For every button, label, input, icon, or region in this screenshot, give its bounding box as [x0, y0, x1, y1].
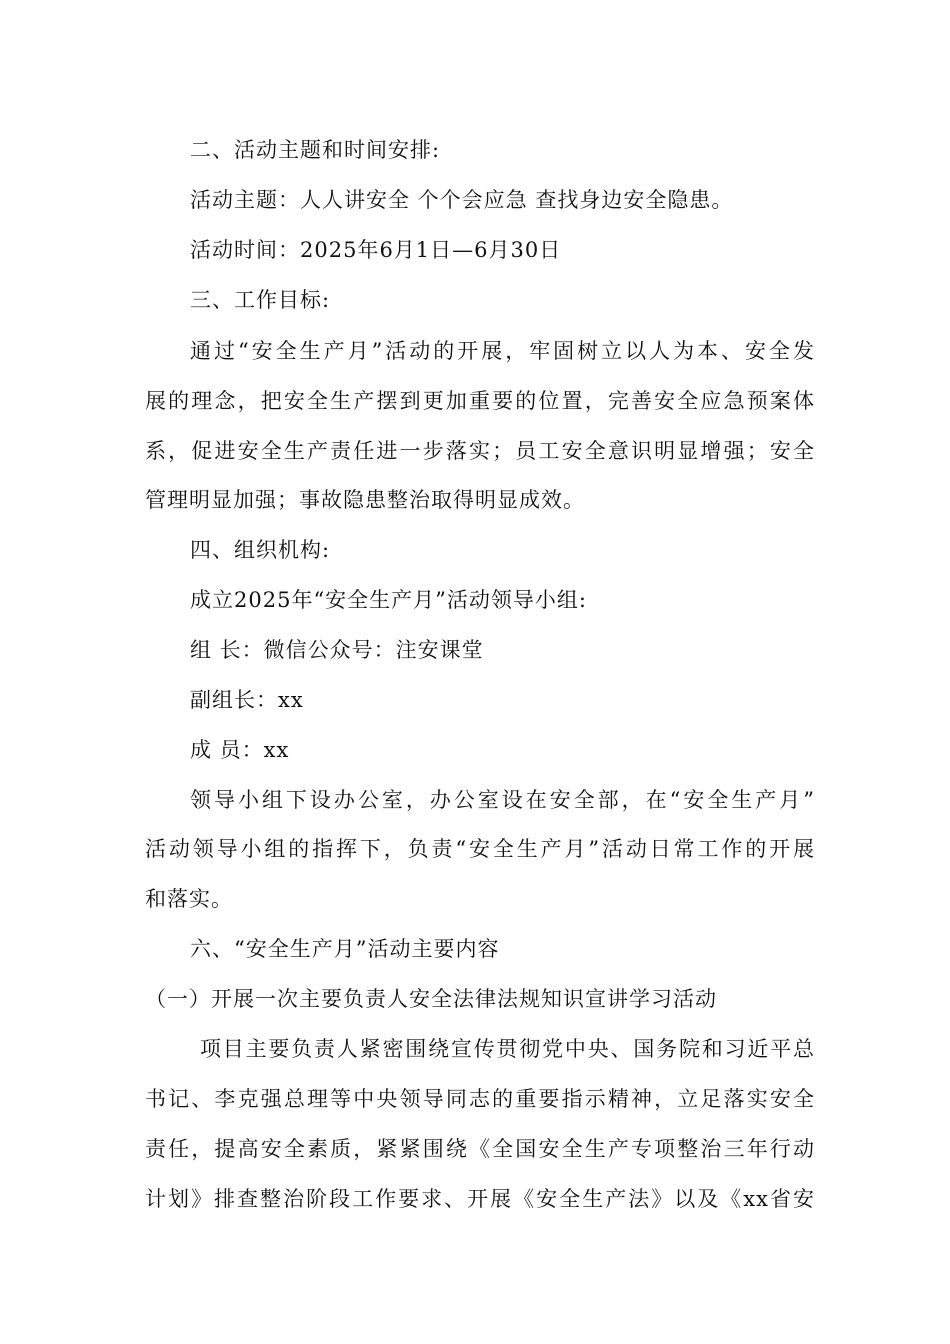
office-paragraph-line-1: 领导小组下设办公室，办公室设在安全部，在“安全生产月”	[190, 788, 815, 812]
goals-paragraph-line-2: 展的理念，把安全生产摆到更加重要的位置，完善安全应急预案体	[145, 389, 815, 413]
activity-theme: 活动主题：人人讲安全 个个会应急 查找身边安全隐患。	[190, 188, 734, 212]
activity-time: 活动时间：2025年6月1日—6月30日	[190, 238, 562, 262]
heading-work-goals: 三、工作目标:	[190, 288, 331, 312]
office-paragraph-line-3: 和落实。	[145, 887, 233, 911]
leading-group-intro: 成立2025年“安全生产月”活动领导小组:	[190, 588, 587, 612]
deputy-leader: 副组长：xx	[190, 688, 304, 712]
heading-organization: 四、组织机构:	[190, 538, 331, 562]
heading-activity-theme-schedule: 二、活动主题和时间安排:	[190, 138, 441, 162]
lecture-paragraph-line-1: 项目主要负责人紧密围绕宣传贯彻党中央、国务院和习近平总	[200, 1037, 815, 1061]
lecture-paragraph-line-4: 计划》排查整治阶段工作要求、开展《安全生产法》以及《xx省安	[145, 1187, 815, 1211]
lecture-paragraph-line-3: 责任，提高安全素质，紧紧围绕《全国安全生产专项整治三年行动	[145, 1137, 815, 1161]
office-paragraph-line-2: 活动领导小组的指挥下，负责“安全生产月”活动日常工作的开展	[145, 837, 815, 861]
goals-paragraph-line-4: 管理明显加强；事故隐患整治取得明显成效。	[145, 488, 585, 512]
goals-paragraph-line-3: 系，促进安全生产责任进一步落实；员工安全意识明显增强；安全	[145, 439, 815, 463]
goals-paragraph-line-1: 通过“安全生产月”活动的开展，牢固树立以人为本、安全发	[190, 339, 815, 363]
group-leader: 组 长：微信公众号：注安课堂	[190, 638, 484, 662]
subheading-legal-knowledge-lecture: （一）开展一次主要负责人安全法律法规知识宣讲学习活动	[145, 987, 717, 1011]
members: 成 员：xx	[190, 738, 290, 762]
heading-main-content: 六、“安全生产月”活动主要内容	[190, 937, 500, 961]
lecture-paragraph-line-2: 书记、李克强总理等中央领导同志的重要指示精神，立足落实安全	[145, 1087, 815, 1111]
